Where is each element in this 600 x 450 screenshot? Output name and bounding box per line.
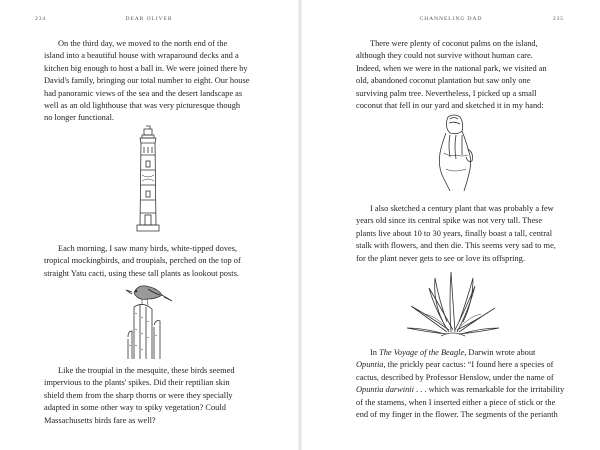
left-running-head: DEAR OLIVER [125, 16, 173, 22]
left-page [0, 0, 298, 450]
coconut-paragraph: There were plenty of coconut palms on the island, although they could not survive without human care. Indeed, when we were in the national park, we visited an old, abandoned coconut plantation but saw only one surviving palm tree. Nevertheless, I picked up a small coconut that fell in our yard and sketched it in my hand: [356, 39, 547, 111]
spikes-paragraph: Like the troupial in the mesquite, these birds seemed impervious to the plants' spikes. Did their reptilian skin shield them from the sharp thorns or were they specially adapted in some other way to spiky vegetation? Could Massachusetts birds fare as well? [44, 366, 235, 425]
lighthouse-sketch [128, 125, 168, 235]
species-name: Opuntia [356, 360, 384, 370]
century-plant-paragraph: I also sketched a century plant that was probably a few years old since its central spike was not very tall. These plants live about 10 to 30 years, finally boast a tall, central stalk with flowers, and then die. This seems very sad to me, for the plant never gets to see or love its offspring. [356, 204, 556, 263]
right-running-head: CHANNELING DAD [419, 16, 483, 22]
lighthouse-paragraph: On the third day, we moved to the north end of the island into a beautiful house with wraparound decks and a kitchen big enough to host a ball in. We were joined there by David's family, bringing our total number to eight. Our house had panoramic views of the sea and the desert landscape as well as an old lighthouse that was very picturesque though no longer functional. [44, 39, 250, 123]
birds-paragraph: Each morning, I saw many birds, white-tipped doves, tropical mockingbirds, and troupials, perched on the top of straight Yatu cacti, using these tall plants as lookout posts. [44, 244, 241, 278]
species-name: Opuntia darwinii [356, 385, 414, 395]
coconut-in-hand-sketch [432, 113, 478, 193]
century-plant-sketch [405, 266, 501, 338]
left-page-number: 234 [35, 16, 47, 22]
darwin-paragraph: In The Voyage of the Beagle, Darwin wrote about Opuntia, the prickly pear cactus: “I found here a species of cactus, described by Professor Henslow, under the name of Opuntia darwinii . . . which was remarkable for the irritability of the stamens, when I inserted either a piece of stick or the end of my finger in the flower. The segments of the perianth [356, 348, 565, 420]
book-title: The Voyage of the Beagle [379, 348, 465, 357]
right-page [302, 0, 600, 450]
bird-on-cactus-sketch [120, 279, 175, 361]
right-page-number: 235 [552, 16, 564, 22]
